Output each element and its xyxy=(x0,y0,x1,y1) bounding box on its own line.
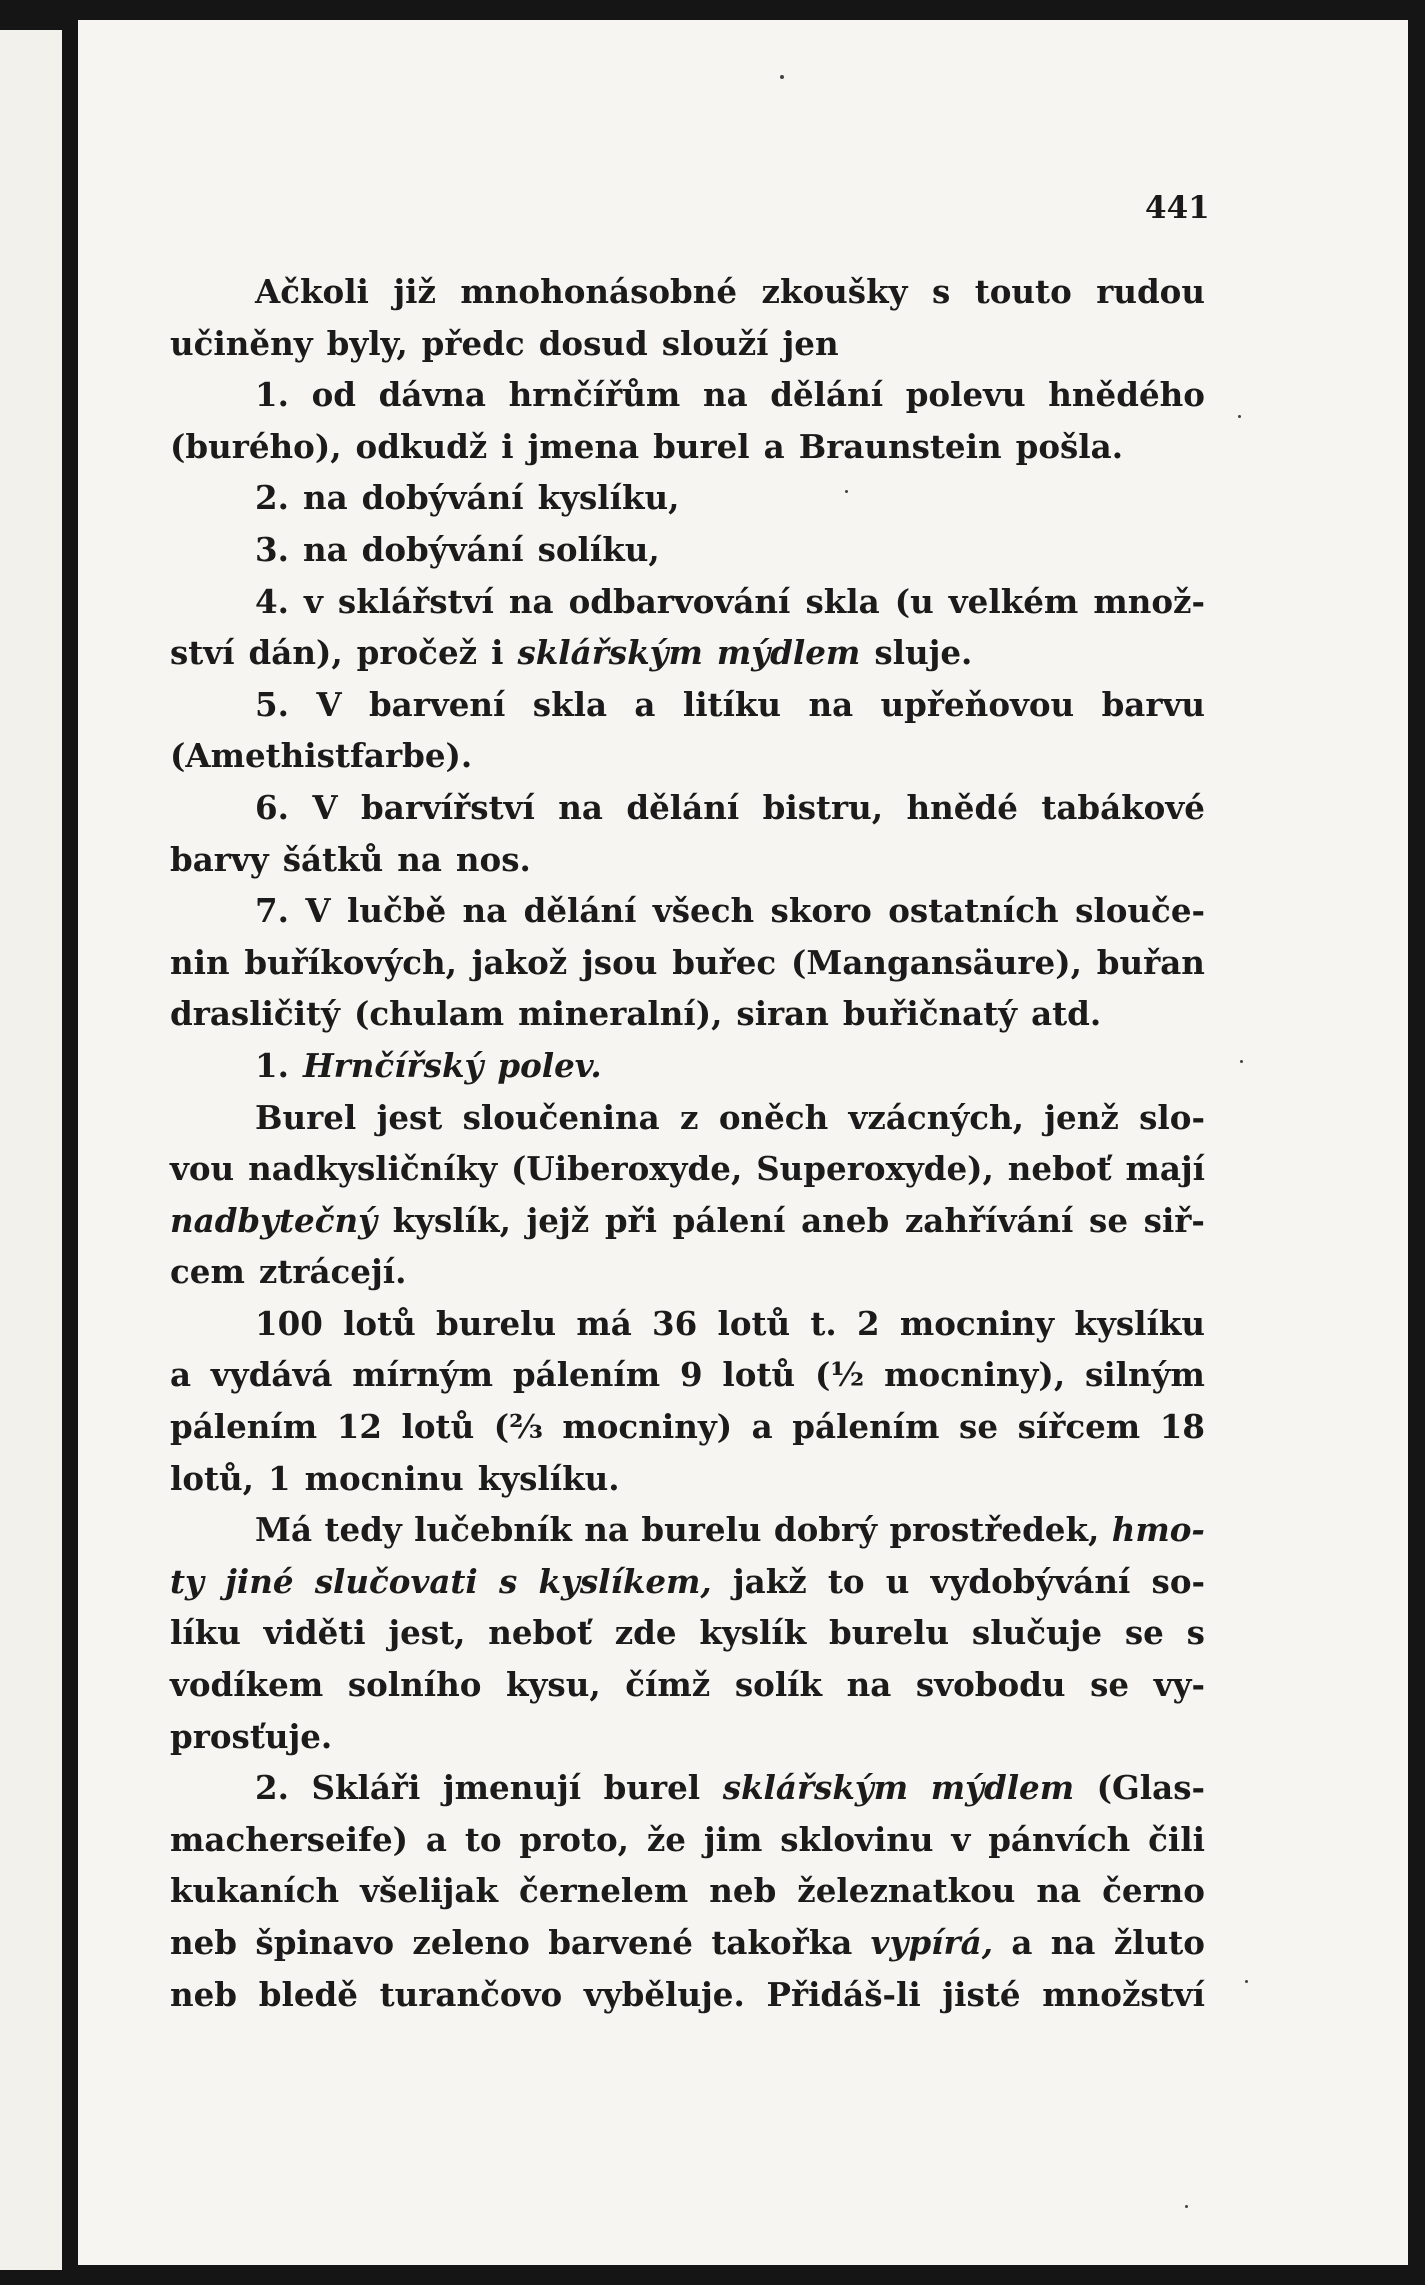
word: bistru, xyxy=(762,787,884,827)
word: sklářským xyxy=(517,633,703,673)
word: buřan xyxy=(1096,942,1205,982)
word: barvu xyxy=(1101,684,1205,724)
text-line xyxy=(170,524,1205,576)
word: železnatkou xyxy=(797,1871,1016,1911)
word: polevu xyxy=(905,375,1026,415)
word: byly, xyxy=(326,323,408,363)
word: 4. xyxy=(255,581,289,621)
word: buřec xyxy=(672,942,777,982)
word: (burého), xyxy=(170,426,342,466)
word: proto, xyxy=(519,1819,629,1859)
word: prostředek, xyxy=(889,1510,1100,1550)
word: a xyxy=(170,1355,192,1395)
text-line xyxy=(170,1969,1205,2021)
word: pálení xyxy=(672,1200,786,1240)
word: nadkysličníky xyxy=(248,1149,498,1189)
word: mocniny), xyxy=(884,1355,1066,1395)
word: V xyxy=(312,787,338,827)
word: mocniny) xyxy=(562,1407,733,1447)
word: jen xyxy=(782,323,839,363)
word: takořka xyxy=(711,1923,853,1962)
word: solního xyxy=(347,1665,482,1705)
word: i xyxy=(491,633,504,673)
text-line xyxy=(170,1143,1205,1195)
word: barvené xyxy=(548,1923,693,1962)
word: slučovati xyxy=(314,1561,478,1601)
word: pálením xyxy=(792,1407,940,1447)
word: učiněny xyxy=(170,323,313,363)
word: (Glas- xyxy=(1096,1768,1205,1808)
word: dělání xyxy=(523,891,637,931)
word: na xyxy=(1050,1923,1096,1962)
word: touto xyxy=(974,272,1072,311)
word: s xyxy=(1186,1613,1205,1653)
word: slouče- xyxy=(1075,891,1205,931)
word: v xyxy=(303,581,323,621)
word: jejž xyxy=(526,1200,590,1240)
word: skoro xyxy=(770,891,872,931)
word: (⅔ xyxy=(493,1407,543,1447)
word: pošla. xyxy=(1015,426,1124,466)
word: jakž xyxy=(732,1561,807,1601)
word: buřičnatý xyxy=(842,994,1018,1034)
word: se xyxy=(1124,1613,1164,1653)
text-line xyxy=(170,885,1205,937)
word: zahřívání xyxy=(904,1200,1074,1240)
word: zde xyxy=(614,1613,677,1653)
word: na xyxy=(846,1665,892,1705)
text-line xyxy=(170,1504,1205,1556)
word: mocniny xyxy=(899,1303,1055,1343)
word: se xyxy=(1089,1200,1128,1240)
word: (Amethistfarbe). xyxy=(170,736,473,776)
word: odkudž xyxy=(355,426,488,466)
text-line xyxy=(170,1762,1205,1814)
word: ty xyxy=(170,1561,204,1601)
word: množství xyxy=(1042,1974,1205,2014)
word: pálením xyxy=(170,1407,318,1447)
word: buříkových, xyxy=(244,942,457,982)
word: se xyxy=(1090,1665,1130,1705)
word: zeleno xyxy=(412,1923,530,1962)
word: jisté xyxy=(942,1974,1021,2014)
word: V xyxy=(305,891,331,931)
word: pálením xyxy=(512,1355,661,1395)
word: oněch xyxy=(718,1097,829,1137)
word: burelu xyxy=(829,1613,950,1653)
word: na xyxy=(302,529,348,569)
word: kukaních xyxy=(170,1871,340,1911)
word: 2 xyxy=(856,1303,880,1343)
word: skla xyxy=(805,581,880,621)
word: neb xyxy=(170,1923,238,1962)
word: kyslíkem, xyxy=(538,1561,712,1601)
word: z xyxy=(680,1097,699,1137)
word: (u xyxy=(894,581,934,621)
word: mocninu xyxy=(304,1458,464,1498)
text-line xyxy=(170,1040,1205,1092)
word: pánvích xyxy=(988,1819,1131,1859)
word: vydobývání xyxy=(930,1561,1131,1601)
word: se xyxy=(959,1407,998,1447)
word: solíku, xyxy=(537,529,660,569)
word: tedy xyxy=(324,1510,402,1550)
word: 5. xyxy=(255,684,289,724)
word: na xyxy=(462,891,508,931)
word: vy- xyxy=(1153,1665,1205,1705)
word: rudou xyxy=(1096,272,1205,311)
word: Braunstein xyxy=(798,426,1002,466)
word: lotů xyxy=(722,1355,796,1395)
word: sklářství xyxy=(337,581,494,621)
word: siran xyxy=(736,994,829,1034)
word: to xyxy=(464,1819,502,1859)
word: jmena xyxy=(527,426,640,466)
word: od xyxy=(311,375,356,415)
word: Burel xyxy=(255,1097,357,1137)
speck xyxy=(1245,1980,1248,1983)
word: jim xyxy=(703,1819,763,1859)
text-line xyxy=(170,937,1205,989)
word: t. xyxy=(810,1303,837,1343)
word: siř- xyxy=(1143,1200,1205,1240)
text-line xyxy=(170,1195,1205,1247)
word: a xyxy=(763,426,785,466)
word: hnědé xyxy=(906,787,1018,827)
word: jakož xyxy=(471,942,568,982)
word: sklovinu xyxy=(780,1819,934,1859)
word: aneb xyxy=(801,1200,890,1240)
word: všelijak xyxy=(360,1871,498,1911)
word: burelu xyxy=(641,1510,762,1550)
word: sluje. xyxy=(874,633,973,673)
word: lotů xyxy=(343,1303,416,1343)
text-line xyxy=(170,1453,1205,1505)
text-line xyxy=(170,627,1205,679)
word: dobrý xyxy=(773,1510,878,1550)
word: V xyxy=(316,684,342,724)
word: na xyxy=(584,1510,629,1550)
word: všech xyxy=(652,891,755,931)
word: 3. xyxy=(255,529,289,569)
word: vypírá, xyxy=(870,1923,994,1962)
word: u xyxy=(885,1561,910,1601)
word: 2. xyxy=(255,1768,289,1808)
word: že xyxy=(646,1819,686,1859)
word: neboť xyxy=(488,1613,592,1653)
word: černo xyxy=(1102,1871,1205,1911)
word: prosťuje. xyxy=(170,1716,333,1756)
word: polev. xyxy=(497,1045,602,1085)
word: líku xyxy=(170,1613,241,1653)
word: neb xyxy=(170,1974,238,2014)
word: (Uiberoxyde, xyxy=(511,1149,743,1189)
word: 100 xyxy=(255,1303,323,1343)
word: černelem xyxy=(518,1871,689,1911)
word: na xyxy=(302,478,348,518)
text-line xyxy=(170,1659,1205,1711)
word: vzácných, xyxy=(848,1097,1024,1137)
word: litíku xyxy=(682,684,782,724)
word: mají xyxy=(1125,1149,1205,1189)
word: tabákové xyxy=(1041,787,1205,827)
word: slučuje xyxy=(971,1613,1103,1653)
page-number: 441 xyxy=(1145,190,1210,226)
word: velkém xyxy=(948,581,1079,621)
word: čímž xyxy=(625,1665,711,1705)
word: odbarvování xyxy=(568,581,791,621)
word: vodíkem xyxy=(170,1665,324,1705)
word: na xyxy=(558,787,603,827)
word: burelu xyxy=(435,1303,557,1343)
word: kyslíku. xyxy=(477,1458,620,1498)
text-line xyxy=(170,782,1205,834)
text-line xyxy=(170,266,1205,318)
word: turančovo xyxy=(379,1974,563,2014)
word: dobývání xyxy=(361,478,524,518)
word: skla xyxy=(532,684,608,724)
word: na xyxy=(1036,1871,1082,1911)
text-line xyxy=(170,1401,1205,1453)
word: kyslíku, xyxy=(537,478,680,518)
word: slo- xyxy=(1139,1097,1205,1137)
word: jenž xyxy=(1044,1097,1119,1137)
text-line xyxy=(170,1092,1205,1144)
word: (chulam xyxy=(353,994,505,1034)
word: (½ xyxy=(814,1355,865,1395)
text-line xyxy=(170,1607,1205,1659)
word: lotů, xyxy=(170,1458,254,1498)
word: kyslík xyxy=(699,1613,807,1653)
word: lotů xyxy=(717,1303,791,1343)
word: dávna xyxy=(378,375,486,415)
word: 12 xyxy=(336,1407,382,1447)
word: a xyxy=(751,1407,773,1447)
word: Skláři xyxy=(311,1768,421,1808)
word: sloučenina xyxy=(462,1097,660,1137)
word: Má xyxy=(255,1510,313,1550)
word: Ačkoli xyxy=(255,272,369,311)
word: jest, xyxy=(388,1613,466,1653)
text-line xyxy=(170,834,1205,886)
text-line xyxy=(170,1349,1205,1401)
word: kysu, xyxy=(506,1665,601,1705)
text-line xyxy=(170,1711,1205,1763)
word: barvení xyxy=(368,684,506,724)
word: silným xyxy=(1085,1355,1205,1395)
word: hrnčířům xyxy=(508,375,681,415)
word: jiné xyxy=(225,1561,294,1601)
word: hnědého xyxy=(1048,375,1205,415)
word: slouží xyxy=(661,323,769,363)
word: i xyxy=(501,426,514,466)
word: so- xyxy=(1151,1561,1205,1601)
word: vydává xyxy=(210,1355,333,1395)
text-line xyxy=(170,1814,1205,1866)
word: dosud xyxy=(538,323,648,363)
word: 1. xyxy=(255,375,289,415)
word: a xyxy=(1011,1923,1033,1962)
word: Přidáš-li xyxy=(766,1974,921,2014)
word: šátků xyxy=(282,839,384,879)
text-line xyxy=(170,1298,1205,1350)
word: pročež xyxy=(356,633,478,673)
word: v xyxy=(951,1819,971,1859)
text-line xyxy=(170,1246,1205,1298)
word: lučebník xyxy=(414,1510,572,1550)
word: sířcem xyxy=(1017,1407,1141,1447)
word: 1. xyxy=(255,1045,289,1085)
word: upřeňovou xyxy=(880,684,1075,724)
word: sklářským xyxy=(722,1768,909,1808)
word: má xyxy=(576,1303,632,1343)
text-line xyxy=(170,1917,1205,1969)
word: 1 xyxy=(267,1458,291,1498)
word: vou xyxy=(170,1149,235,1189)
word: jsou xyxy=(582,942,658,982)
word: burel xyxy=(603,1768,701,1808)
word: špinavo xyxy=(255,1923,395,1962)
word: 6. xyxy=(255,787,289,827)
word: zkoušky xyxy=(761,272,908,311)
word: s xyxy=(931,272,951,311)
word: a xyxy=(425,1819,447,1859)
word: neb xyxy=(709,1871,777,1911)
word: macherseife) xyxy=(170,1819,409,1859)
word: nos. xyxy=(455,839,531,879)
word: 36 xyxy=(652,1303,698,1343)
word: barvířství xyxy=(361,787,535,827)
word: ztrácejí. xyxy=(258,1252,407,1292)
text-line xyxy=(170,679,1205,731)
text-line xyxy=(170,576,1205,628)
word: při xyxy=(604,1200,658,1240)
word: na xyxy=(397,839,442,879)
text-line xyxy=(170,318,1205,370)
speck xyxy=(1185,2205,1188,2208)
page-text xyxy=(170,266,1205,2020)
word: lotů xyxy=(401,1407,475,1447)
word: 2. xyxy=(255,478,289,518)
word: čili xyxy=(1148,1819,1205,1859)
word: to xyxy=(827,1561,865,1601)
word: 7. xyxy=(255,891,289,931)
word: ostatních xyxy=(888,891,1059,931)
word: dělání xyxy=(770,375,884,415)
word: lučbě xyxy=(346,891,447,931)
word: kyslíku xyxy=(1074,1303,1205,1343)
word: na xyxy=(702,375,748,415)
word: kyslík, xyxy=(392,1200,511,1240)
text-line xyxy=(170,472,1205,524)
word: Superoxyde), xyxy=(756,1149,994,1189)
speck xyxy=(845,490,848,493)
word: drasličitý xyxy=(170,994,340,1034)
word: na xyxy=(508,581,554,621)
word: burel xyxy=(653,426,750,466)
word: dělání xyxy=(626,787,740,827)
word: mineralní), xyxy=(518,994,723,1034)
word: dán), xyxy=(248,633,343,673)
text-line xyxy=(170,369,1205,421)
word: žluto xyxy=(1113,1923,1205,1962)
text-line xyxy=(170,730,1205,782)
word: jest xyxy=(376,1097,443,1137)
word: cem xyxy=(170,1252,245,1292)
word: mírným xyxy=(352,1355,494,1395)
word: bledě xyxy=(258,1974,358,2014)
word: mnohonásobné xyxy=(460,272,738,311)
word: Hrnčířský xyxy=(302,1045,484,1085)
word: s xyxy=(498,1561,518,1601)
word: a xyxy=(634,684,656,724)
text-line xyxy=(170,421,1205,473)
previous-page-edge xyxy=(0,30,62,2270)
word: neboť xyxy=(1007,1149,1112,1189)
speck xyxy=(1238,415,1241,418)
word: vyběluje. xyxy=(583,1974,745,2014)
speck xyxy=(780,75,784,79)
text-line xyxy=(170,1865,1205,1917)
text-line xyxy=(170,1556,1205,1608)
word: mýdlem xyxy=(716,633,861,673)
word: solík xyxy=(734,1665,823,1705)
word: dobývání xyxy=(361,529,524,569)
word: nin xyxy=(170,942,230,982)
word: viděti xyxy=(263,1613,366,1653)
word: (Mangansäure), xyxy=(791,942,1082,982)
word: množ- xyxy=(1093,581,1205,621)
word: 18 xyxy=(1159,1407,1205,1447)
word: již xyxy=(393,272,436,311)
text-line xyxy=(170,988,1205,1040)
word: atd. xyxy=(1031,994,1102,1034)
word: hmo- xyxy=(1111,1510,1205,1550)
word: svobodu xyxy=(915,1665,1066,1705)
word: 9 xyxy=(679,1355,703,1395)
word: předc xyxy=(421,323,525,363)
word: na xyxy=(808,684,854,724)
word: barvy xyxy=(170,839,269,879)
word: jmenují xyxy=(442,1768,582,1808)
word: mýdlem xyxy=(930,1768,1075,1808)
word: ství xyxy=(170,633,235,673)
speck xyxy=(1240,1060,1243,1063)
word: nadbytečný xyxy=(170,1200,378,1240)
